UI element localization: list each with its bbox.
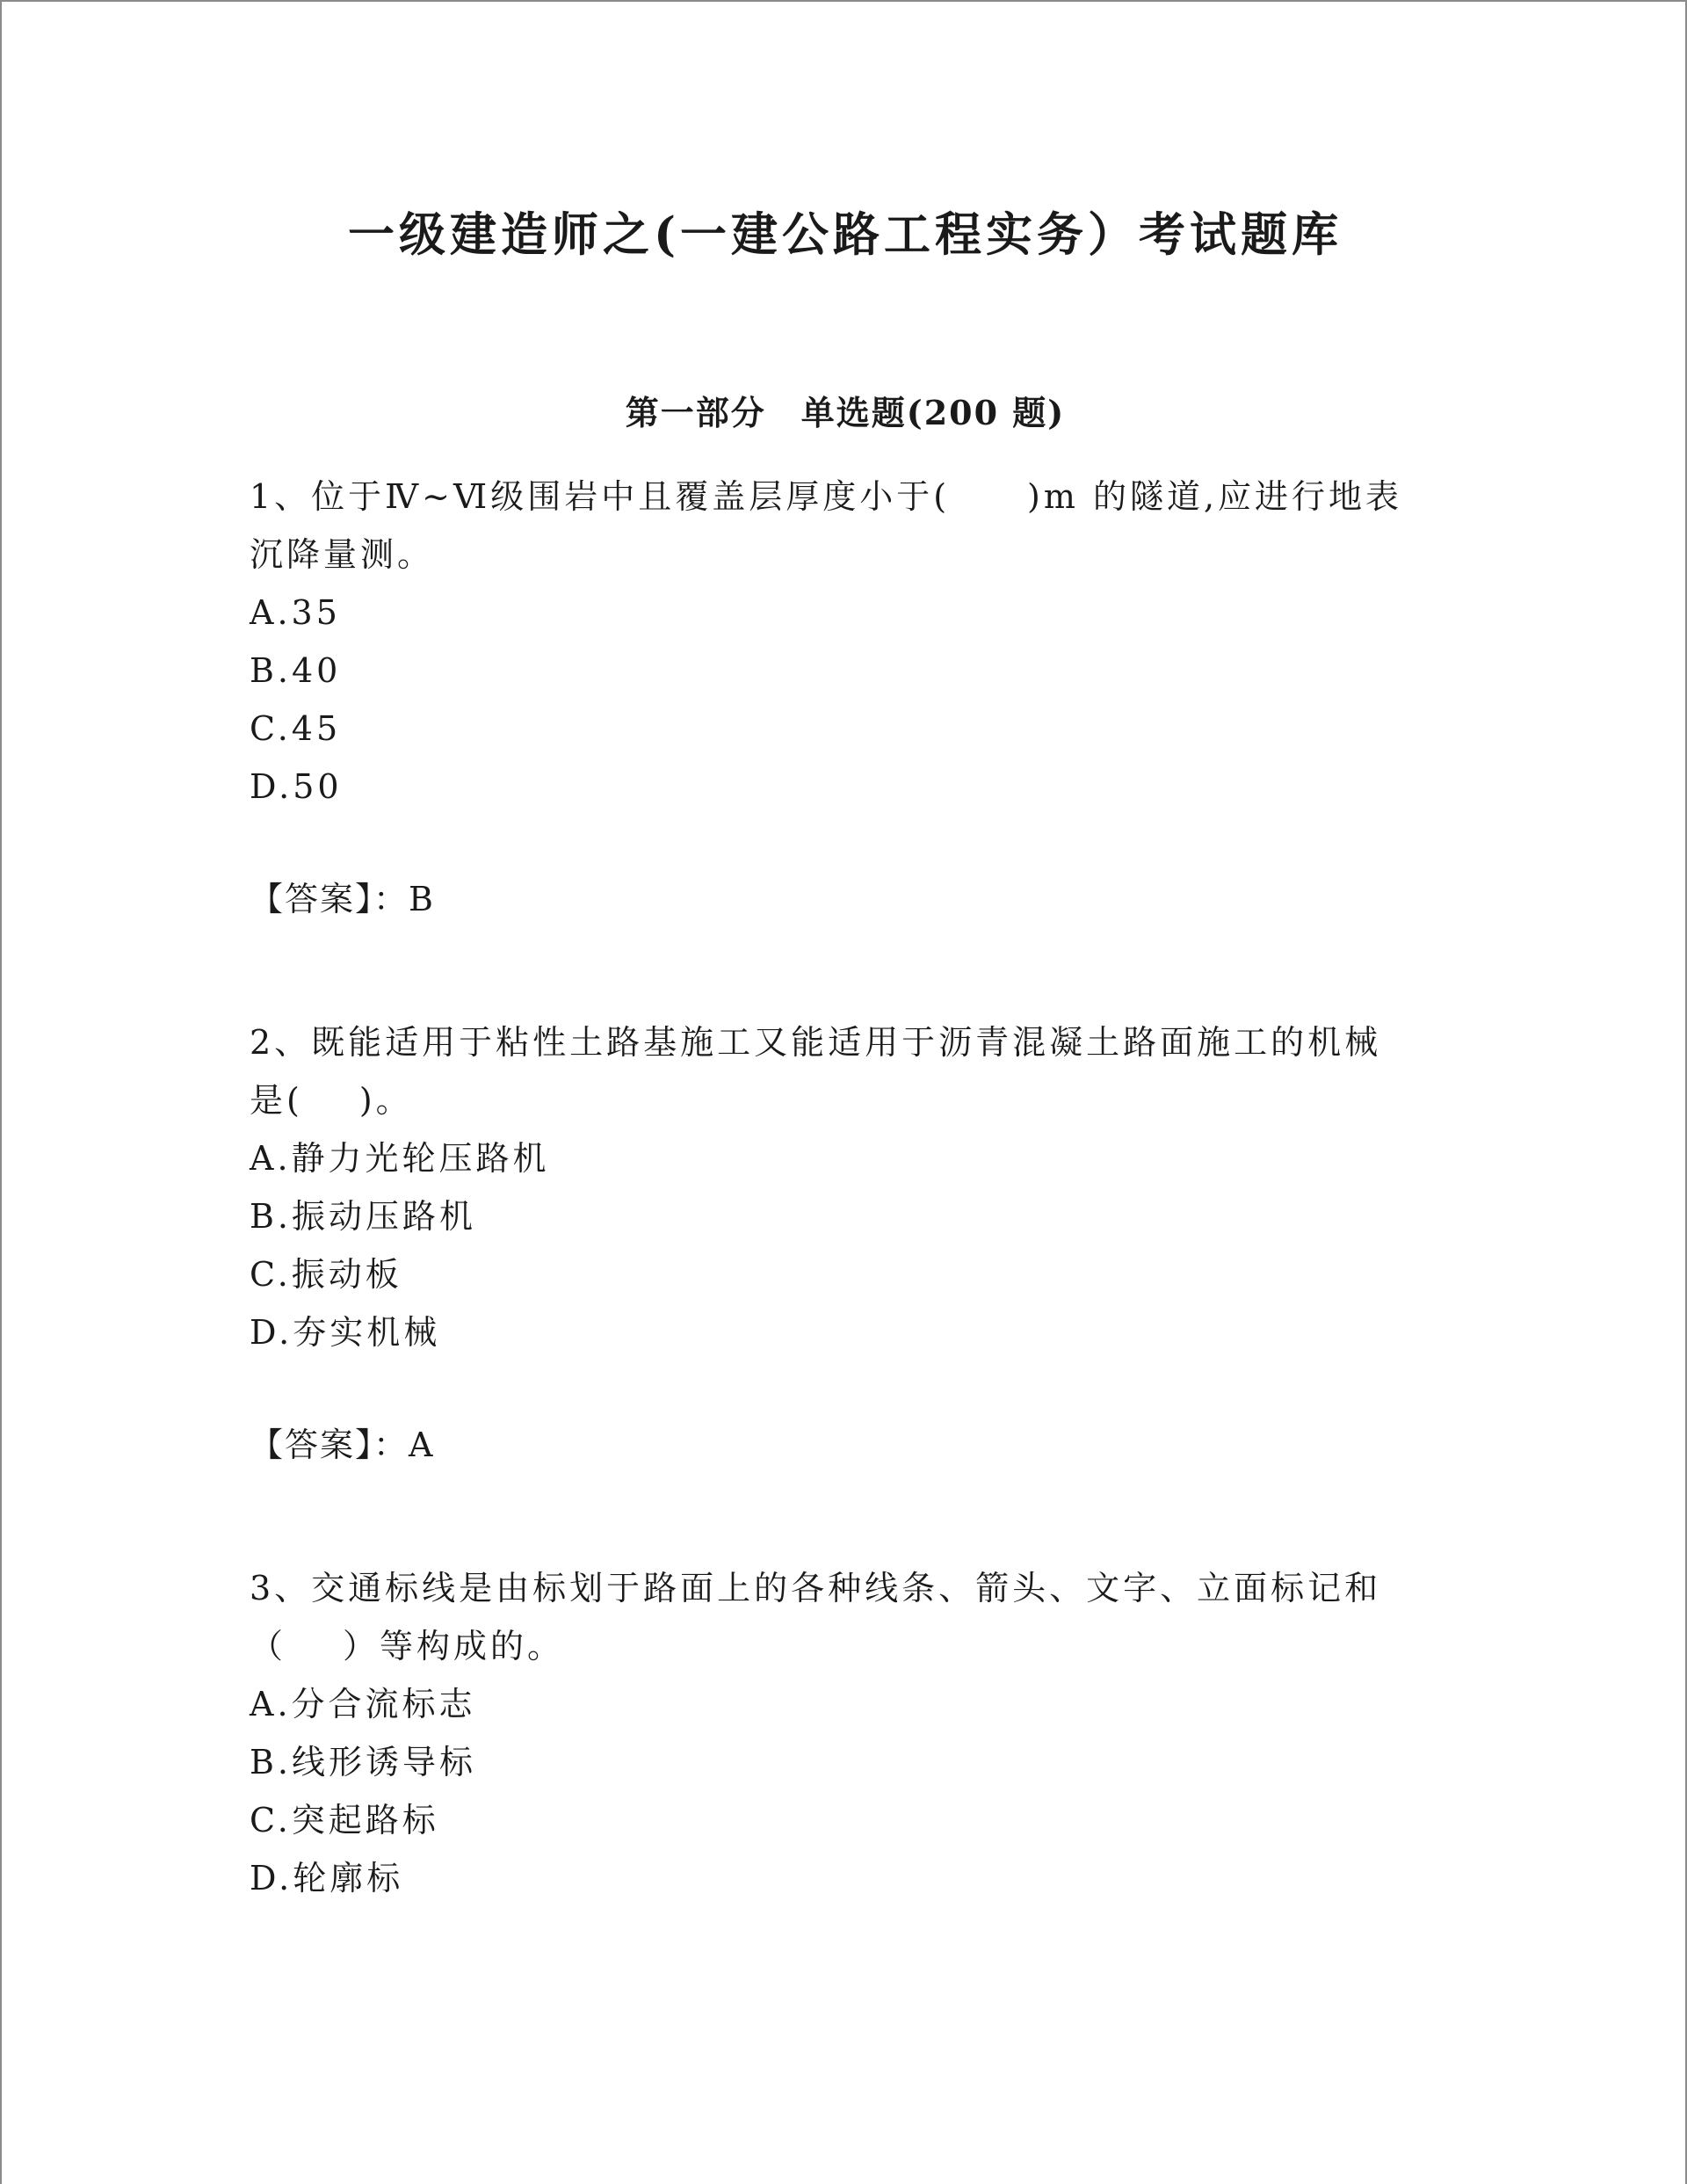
question-stem: 1、位于Ⅳ~Ⅵ级围岩中且覆盖层厚度小于( )m 的隧道,应进行地表 xyxy=(250,477,1403,516)
answer-label: 【答案】： xyxy=(250,880,409,918)
option-a: A.静力光轮压路机 xyxy=(250,1139,550,1178)
section-subtitle: 单选题(200 题) xyxy=(800,393,1066,432)
option-b: B.40 xyxy=(250,651,342,690)
question-stem: 2、既能适用于粘性土路基施工又能适用于沥青混凝土路面施工的机械 xyxy=(250,1023,1382,1062)
option-b: B.线形诱导标 xyxy=(250,1743,477,1781)
question-3 xyxy=(250,1559,1444,1907)
answer-value: B xyxy=(409,880,437,918)
answer-value: A xyxy=(409,1426,437,1464)
section-label: 第一部分 xyxy=(625,393,766,432)
option-a: A.分合流标志 xyxy=(250,1685,476,1723)
answer-label: 【答案】： xyxy=(250,1426,409,1464)
question-stem-continued: 是( )。 xyxy=(250,1081,413,1120)
question-stem: 3、交通标线是由标划于路面上的各种线条、箭头、文字、立面标记和 xyxy=(250,1569,1382,1607)
option-a: A.35 xyxy=(250,593,341,632)
question-stem-continued: 沉降量测。 xyxy=(250,535,435,574)
section-heading xyxy=(2,387,1687,439)
document-title: 一级建造师之(一建公路工程实务）考试题库 xyxy=(347,207,1343,262)
answer-line xyxy=(250,870,1444,928)
question-1 xyxy=(250,468,1444,928)
answer-line xyxy=(250,1416,1444,1474)
option-d: D.50 xyxy=(250,767,343,806)
question-2 xyxy=(250,1013,1444,1474)
option-c: C.突起路标 xyxy=(250,1801,439,1839)
option-c: C.45 xyxy=(250,709,342,748)
option-d: D.夯实机械 xyxy=(250,1313,441,1352)
option-b: B.振动压路机 xyxy=(250,1197,477,1236)
question-stem-continued: （ ）等构成的。 xyxy=(250,1627,565,1665)
option-c: C.振动板 xyxy=(250,1255,402,1294)
option-d: D.轮廓标 xyxy=(250,1859,404,1897)
